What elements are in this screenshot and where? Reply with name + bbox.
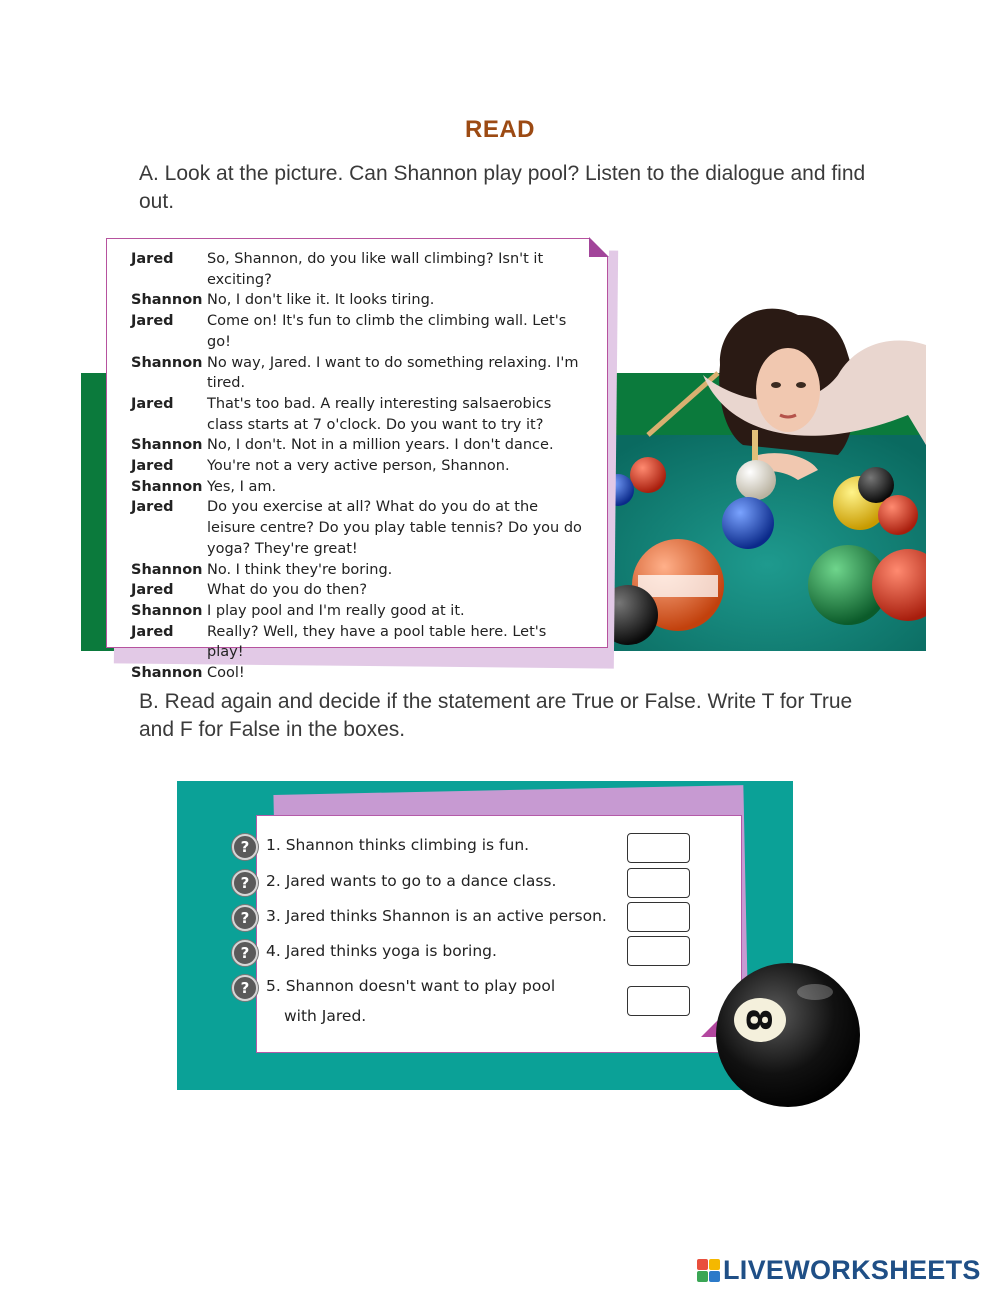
dialogue-text: So, Shannon, do you like wall climbing? Isn't it exciting? [207,251,544,288]
dialogue-text: Cool! [207,665,245,682]
statement-line: 2. Jared wants to go to a dance class. [266,872,557,890]
dialogue-line [131,353,607,394]
speaker-name: Shannon [131,665,203,682]
page-fold-corner [589,237,609,257]
dialogue-line [131,560,607,581]
pool-player-photo [608,285,926,651]
dialogue-line [131,435,607,456]
dialogue-text: Come on! It's fun to climb the climbing wall. Let's go! [207,313,567,350]
answer-box-4[interactable] [627,936,690,966]
dialogue-line [131,601,607,622]
dialogue-text: No, I don't like it. It looks tiring. [207,292,435,309]
dialogue-text: What do you do then? [207,582,368,599]
logo-mark-icon [697,1259,720,1282]
dialogue-text: That's too bad. A really interesting salsaerobics class starts at 7 o'clock. Do you want to try it? [207,395,552,433]
dialogue-text: Yes, I am. [207,478,277,495]
dialogue-text: Do you exercise at all? What do you do at the leisure centre? Do you play table tennis? Do you do yoga? They're great! [207,499,582,557]
dialogue-line [131,394,607,435]
dialogue-line [131,580,607,601]
statement-line-2: with Jared. [284,1007,367,1025]
statement-line: 5. Shannon doesn't want to play pool [266,977,556,995]
dialogue-text: No, I don't. Not in a million years. I don't dance. [207,437,554,454]
dialogue-line [131,290,607,311]
statement-text [266,901,607,931]
statement-line: 4. Jared thinks yoga is boring. [266,942,497,960]
speaker-name: Jared [131,251,174,267]
dialogue-text: I play pool and I'm really good at it. [207,602,465,619]
logo-text: LIVEWORKSHEETS [723,1255,981,1285]
statement-3 [232,905,607,931]
dialogue-line [131,311,607,352]
speaker-name: Jared [131,499,174,516]
question-mark-icon: ? [232,975,258,1001]
speaker-name: Jared [131,458,174,475]
statement-text [266,866,556,896]
speaker-name: Shannon [131,478,203,495]
answer-box-5[interactable] [627,986,690,1016]
speaker-name: Jared [131,623,174,640]
statement-2 [232,870,556,896]
question-mark-icon: ? [232,870,258,896]
dialogue-line [131,477,607,498]
question-mark-icon: ? [232,834,258,860]
statement-4 [232,940,497,966]
statement-text [266,830,529,860]
liveworksheets-logo [697,1255,981,1286]
answer-box-2[interactable] [627,868,690,898]
answer-box-3[interactable] [627,902,690,932]
statement-line: 1. Shannon thinks climbing is fun. [266,836,530,854]
speaker-name: Shannon [131,437,203,454]
statement-1 [232,834,529,860]
dialogue-line [131,249,607,290]
statement-5 [232,975,555,1031]
statement-line: 3. Jared thinks Shannon is an active person. [266,907,607,925]
dialogue-line [131,497,607,559]
statement-text [266,971,555,1031]
dialogue-text: No way, Jared. I want to do something relaxing. I'm tired. [207,354,579,392]
question-mark-icon: ? [232,940,258,966]
speaker-name: Jared [131,395,174,412]
dialogue-line [131,663,607,684]
dialogue-line [131,456,607,477]
speaker-name: Jared [131,313,174,330]
eight-ball-icon [715,962,861,1108]
page-title: READ [464,116,535,143]
speaker-name: Shannon [131,602,203,619]
question-mark-icon: ? [232,905,258,931]
statement-text [266,936,497,966]
eight-ball-number: 8 [738,1008,778,1032]
dialogue-text: No. I think they're boring. [207,561,393,578]
instruction-b: B. Read again and decide if the statement are True or False. Write T for True and F for False in the boxes. [139,690,853,741]
instruction-a: A. Look at the picture. Can Shannon play pool? Listen to the dialogue and find out. [139,162,866,213]
answer-box-1[interactable] [627,833,690,863]
dialogue-text: Really? Well, they have a pool table here. Let's play! [207,623,547,661]
dialogue-text: You're not a very active person, Shannon. [207,458,510,475]
speaker-name: Shannon [131,292,203,309]
dialogue-box [106,238,608,682]
speaker-name: Shannon [131,561,203,578]
dialogue-line [131,622,607,663]
speaker-name: Shannon [131,354,203,371]
speaker-name: Jared [131,582,174,599]
